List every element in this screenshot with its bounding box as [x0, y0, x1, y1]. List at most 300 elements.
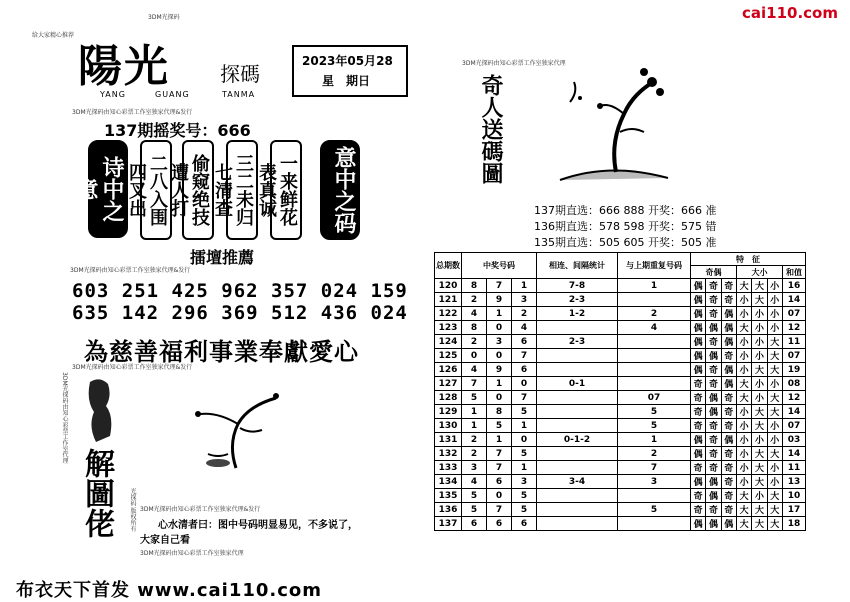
- row-odd-even: 奇: [721, 405, 736, 419]
- row-repeat: [617, 517, 690, 531]
- row-odd-even: 偶: [706, 489, 721, 503]
- row-digit: 5: [511, 405, 536, 419]
- row-big-small: 大: [752, 447, 767, 461]
- row-odd-even: 偶: [721, 363, 736, 377]
- row-big-small: 大: [752, 461, 767, 475]
- row-odd-even: 偶: [721, 307, 736, 321]
- row-odd-even: 奇: [690, 503, 705, 517]
- section-tiny-note: 3DM光探码由知心彩票工作室独家代理&发行: [70, 267, 191, 274]
- row-digit: 6: [511, 335, 536, 349]
- row-digit: 1: [486, 377, 511, 391]
- note-tiny-header: 3DM光探码由知心彩票工作室独家代理&发行: [140, 506, 261, 513]
- row-big-small: 大: [767, 447, 782, 461]
- history-line: 136期直选：578 598 开奖：575 错: [534, 220, 717, 233]
- row-consecutive: [536, 363, 617, 377]
- row-digit: 4: [462, 363, 487, 377]
- row-odd-even: 奇: [721, 489, 736, 503]
- date-box: [292, 45, 408, 97]
- row-repeat: 5: [617, 503, 690, 517]
- row-digit: 5: [462, 391, 487, 405]
- plant-drawing-icon: [540, 62, 680, 186]
- row-big-small: 大: [767, 391, 782, 405]
- row-repeat: 2: [617, 307, 690, 321]
- row-big-small: 小: [767, 475, 782, 489]
- row-period: 124: [435, 335, 462, 349]
- row-digit: 0: [511, 433, 536, 447]
- row-odd-even: 奇: [721, 293, 736, 307]
- row-odd-even: 奇: [706, 433, 721, 447]
- row-period: 132: [435, 447, 462, 461]
- row-odd-even: 偶: [706, 405, 721, 419]
- row-big-small: 小: [752, 307, 767, 321]
- row-digit: 2: [511, 307, 536, 321]
- row-consecutive: 7-8: [536, 279, 617, 293]
- row-big-small: 小: [767, 307, 782, 321]
- table-row: [435, 489, 806, 503]
- right-title: 奇人送碼圖: [478, 74, 504, 184]
- row-odd-even: 偶: [690, 335, 705, 349]
- row-big-small: 大: [752, 517, 767, 531]
- row-sum: 12: [783, 391, 806, 405]
- table-row: [435, 433, 806, 447]
- row-digit: 1: [462, 419, 487, 433]
- row-odd-even: 偶: [690, 279, 705, 293]
- row-digit: 6: [486, 517, 511, 531]
- row-period: 129: [435, 405, 462, 419]
- prize-line: [104, 118, 251, 141]
- row-digit: 1: [486, 307, 511, 321]
- row-big-small: 小: [736, 307, 751, 321]
- row-odd-even: 奇: [706, 279, 721, 293]
- row-big-small: 小: [752, 335, 767, 349]
- results-table: [434, 252, 806, 531]
- row-big-small: 大: [767, 517, 782, 531]
- header-period: 总期数: [435, 253, 462, 279]
- row-repeat: 4: [617, 321, 690, 335]
- row-digit: 5: [511, 447, 536, 461]
- row-period: 134: [435, 475, 462, 489]
- row-digit: 4: [511, 321, 536, 335]
- row-big-small: 大: [736, 321, 751, 335]
- row-odd-even: 奇: [690, 461, 705, 475]
- row-period: 135: [435, 489, 462, 503]
- row-repeat: 07: [617, 391, 690, 405]
- solve-tiny-note: 光探码 版权所有: [129, 488, 136, 532]
- row-repeat: [617, 363, 690, 377]
- row-consecutive: [536, 391, 617, 405]
- row-repeat: 3: [617, 475, 690, 489]
- row-consecutive: [536, 405, 617, 419]
- row-period: 137: [435, 517, 462, 531]
- row-sum: 07: [783, 307, 806, 321]
- row-odd-even: 奇: [706, 447, 721, 461]
- row-digit: 9: [486, 363, 511, 377]
- row-sum: 18: [783, 517, 806, 531]
- row-big-small: 大: [752, 475, 767, 489]
- row-digit: 8: [462, 279, 487, 293]
- row-big-small: 小: [736, 335, 751, 349]
- header-odd-even: 奇偶: [690, 266, 736, 279]
- row-digit: 8: [462, 321, 487, 335]
- row-digit: 7: [486, 461, 511, 475]
- header-big-small: 大小: [736, 266, 782, 279]
- footer-text: 布衣天下首发 www.cai110.com: [16, 580, 323, 601]
- row-odd-even: 偶: [721, 335, 736, 349]
- row-sum: 03: [783, 433, 806, 447]
- row-consecutive: [536, 447, 617, 461]
- row-sum: 14: [783, 447, 806, 461]
- row-odd-even: 偶: [706, 517, 721, 531]
- row-digit: 1: [511, 279, 536, 293]
- row-repeat: 2: [617, 447, 690, 461]
- row-odd-even: 偶: [721, 377, 736, 391]
- row-odd-even: 奇: [721, 349, 736, 363]
- table-row: [435, 447, 806, 461]
- figure-silhouette-icon: [82, 376, 118, 448]
- row-consecutive: [536, 321, 617, 335]
- row-odd-even: 偶: [706, 391, 721, 405]
- right-top-tiny: 3DM光探码由知心彩票工作室独家代理: [462, 60, 566, 67]
- row-big-small: 小: [736, 419, 751, 433]
- row-digit: 1: [511, 419, 536, 433]
- history-list: [534, 202, 716, 250]
- table-row: [435, 461, 806, 475]
- note-line-2: 大家自己看: [140, 535, 190, 546]
- bottom-tiny-note: 3DM光探码由知心彩票工作室独家代理: [140, 550, 244, 557]
- row-sum: 16: [783, 279, 806, 293]
- row-odd-even: 偶: [690, 447, 705, 461]
- header-repeat: 与上期重复号码: [617, 253, 690, 279]
- row-odd-even: 奇: [721, 461, 736, 475]
- row-digit: 5: [462, 489, 487, 503]
- row-odd-even: 奇: [721, 419, 736, 433]
- top-tiny-note: 给大家精心推荐: [32, 32, 75, 39]
- row-sum: 08: [783, 377, 806, 391]
- row-digit: 5: [511, 489, 536, 503]
- row-odd-even: 偶: [690, 307, 705, 321]
- table-row: [435, 321, 806, 335]
- table-row: [435, 475, 806, 489]
- row-sum: 11: [783, 335, 806, 349]
- row-odd-even: 偶: [690, 517, 705, 531]
- row-digit: 3: [511, 475, 536, 489]
- row-odd-even: 奇: [721, 503, 736, 517]
- row-period: 130: [435, 419, 462, 433]
- row-digit: 6: [486, 475, 511, 489]
- row-odd-even: 奇: [706, 503, 721, 517]
- row-big-small: 大: [752, 419, 767, 433]
- row-digit: 2: [462, 433, 487, 447]
- row-big-small: 小: [752, 433, 767, 447]
- row-big-small: 大: [752, 363, 767, 377]
- note-line-1: 心水清者曰：图中号码明显易见，不多说了，: [158, 520, 358, 531]
- table-row: [435, 391, 806, 405]
- solve-title: 解圖佬: [79, 448, 114, 538]
- table-row: [435, 307, 806, 321]
- row-digit: 0: [462, 349, 487, 363]
- table-row: [435, 419, 806, 433]
- row-digit: 2: [462, 335, 487, 349]
- row-digit: 5: [486, 419, 511, 433]
- row-big-small: 小: [736, 363, 751, 377]
- row-big-small: 大: [767, 503, 782, 517]
- row-big-small: 小: [736, 433, 751, 447]
- row-big-small: 小: [767, 279, 782, 293]
- row-period: 126: [435, 363, 462, 377]
- row-digit: 4: [462, 307, 487, 321]
- row-digit: 8: [486, 405, 511, 419]
- row-odd-even: 奇: [721, 447, 736, 461]
- row-big-small: 小: [767, 419, 782, 433]
- row-digit: 6: [511, 517, 536, 531]
- row-digit: 9: [486, 293, 511, 307]
- row-big-small: 小: [736, 405, 751, 419]
- row-digit: 1: [462, 405, 487, 419]
- row-repeat: 1: [617, 279, 690, 293]
- row-big-small: 小: [752, 349, 767, 363]
- row-sum: 10: [783, 489, 806, 503]
- row-digit: 7: [486, 279, 511, 293]
- latin-tanma: TANMA: [222, 90, 256, 99]
- row-odd-even: 奇: [706, 363, 721, 377]
- table-row: [435, 349, 806, 363]
- prize-label: 137期摇奖号：: [104, 121, 218, 140]
- table-row: [435, 335, 806, 349]
- row-odd-even: 偶: [690, 363, 705, 377]
- row-odd-even: 奇: [721, 279, 736, 293]
- row-odd-even: 偶: [721, 321, 736, 335]
- row-consecutive: 0-1: [536, 377, 617, 391]
- row-odd-even: 偶: [706, 475, 721, 489]
- row-odd-even: 偶: [690, 321, 705, 335]
- row-odd-even: 偶: [706, 321, 721, 335]
- row-big-small: 大: [752, 503, 767, 517]
- row-big-small: 小: [736, 475, 751, 489]
- row-odd-even: 偶: [690, 293, 705, 307]
- date-text: 2023年05月28: [302, 54, 393, 68]
- row-odd-even: 奇: [706, 293, 721, 307]
- row-digit: 4: [462, 475, 487, 489]
- row-digit: 1: [486, 433, 511, 447]
- row-big-small: 大: [767, 335, 782, 349]
- table-row: [435, 405, 806, 419]
- row-big-small: 小: [767, 377, 782, 391]
- section-title: 擂壇推薦: [190, 248, 255, 267]
- row-big-small: 大: [767, 405, 782, 419]
- row-digit: 2: [462, 447, 487, 461]
- row-digit: 6: [511, 363, 536, 377]
- row-repeat: [617, 293, 690, 307]
- table-row: [435, 293, 806, 307]
- row-odd-even: 奇: [690, 489, 705, 503]
- poem-line-3: 三二未归七清查: [226, 140, 258, 240]
- row-big-small: 小: [767, 321, 782, 335]
- row-odd-even: 奇: [706, 335, 721, 349]
- row-digit: 7: [511, 349, 536, 363]
- row-consecutive: [536, 461, 617, 475]
- side-tiny-note: 3DM光探码由知心彩票工作室代理: [61, 372, 68, 464]
- top-tiny-right: 3DM光探码: [148, 14, 180, 21]
- row-big-small: 小: [767, 293, 782, 307]
- row-consecutive: [536, 503, 617, 517]
- row-digit: 7: [486, 447, 511, 461]
- row-odd-even: 奇: [706, 307, 721, 321]
- row-period: 131: [435, 433, 462, 447]
- slogan-tiny-note: 3DM光探码由知心彩票工作室独家代理&发行: [72, 364, 193, 371]
- row-consecutive: [536, 489, 617, 503]
- row-consecutive: 2-3: [536, 293, 617, 307]
- row-big-small: 小: [752, 489, 767, 503]
- row-big-small: 小: [736, 447, 751, 461]
- history-line: 137期直选：666 888 开奖：666 准: [534, 204, 717, 217]
- row-sum: 19: [783, 363, 806, 377]
- row-period: 120: [435, 279, 462, 293]
- row-period: 127: [435, 377, 462, 391]
- poem-line-1: 二八入围四叉出: [140, 140, 172, 240]
- poem-line-2: 偷窥绝技遭人打: [182, 140, 214, 240]
- row-odd-even: 奇: [706, 461, 721, 475]
- row-odd-even: 偶: [721, 433, 736, 447]
- row-big-small: 大: [736, 503, 751, 517]
- row-big-small: 小: [767, 433, 782, 447]
- row-period: 123: [435, 321, 462, 335]
- row-consecutive: [536, 517, 617, 531]
- row-digit: 3: [511, 293, 536, 307]
- row-repeat: [617, 489, 690, 503]
- row-digit: 7: [486, 503, 511, 517]
- row-digit: 0: [486, 321, 511, 335]
- row-period: 128: [435, 391, 462, 405]
- row-repeat: 1: [617, 433, 690, 447]
- row-odd-even: 偶: [690, 349, 705, 363]
- row-odd-even: 奇: [721, 475, 736, 489]
- row-repeat: [617, 349, 690, 363]
- header-number: 中奖号码: [462, 253, 537, 279]
- row-big-small: 小: [752, 391, 767, 405]
- row-sum: 17: [783, 503, 806, 517]
- row-big-small: 大: [767, 489, 782, 503]
- row-big-small: 大: [767, 349, 782, 363]
- row-period: 122: [435, 307, 462, 321]
- branch-drawing-icon: [178, 384, 288, 474]
- row-sum: 12: [783, 321, 806, 335]
- row-odd-even: 偶: [690, 433, 705, 447]
- row-consecutive: [536, 419, 617, 433]
- row-odd-even: 奇: [690, 405, 705, 419]
- row-odd-even: 奇: [690, 377, 705, 391]
- row-sum: 11: [783, 461, 806, 475]
- table-row: [435, 377, 806, 391]
- row-odd-even: 奇: [706, 377, 721, 391]
- row-big-small: 大: [767, 363, 782, 377]
- row-odd-even: 偶: [721, 517, 736, 531]
- row-big-small: 小: [752, 377, 767, 391]
- meaning-title: 意中之码: [320, 140, 360, 240]
- row-digit: 1: [511, 461, 536, 475]
- header-features: 特 征: [690, 253, 805, 266]
- row-big-small: 小: [736, 461, 751, 475]
- row-big-small: 小: [736, 293, 751, 307]
- row-odd-even: 奇: [706, 419, 721, 433]
- logo-title: 陽光: [78, 41, 170, 92]
- row-digit: 0: [511, 377, 536, 391]
- row-repeat: [617, 335, 690, 349]
- latin-yang: YANG: [100, 90, 126, 99]
- table-row: [435, 503, 806, 517]
- row-odd-even: 奇: [690, 391, 705, 405]
- slogan: 為慈善福利事業奉獻愛心: [84, 337, 359, 366]
- row-odd-even: 偶: [706, 349, 721, 363]
- header-sum: 和值: [783, 266, 806, 279]
- row-digit: 2: [462, 293, 487, 307]
- row-repeat: 5: [617, 405, 690, 419]
- row-big-small: 大: [736, 489, 751, 503]
- row-period: 121: [435, 293, 462, 307]
- table-row: [435, 517, 806, 531]
- row-big-small: 小: [752, 321, 767, 335]
- row-big-small: 大: [736, 517, 751, 531]
- row-digit: 7: [462, 377, 487, 391]
- row-sum: 07: [783, 419, 806, 433]
- history-line: 135期直选：505 605 开奖：505 准: [534, 236, 717, 249]
- numbers-row-1: 603 251 425 962 357 024 159: [72, 280, 408, 302]
- row-odd-even: 奇: [721, 391, 736, 405]
- row-big-small: 大: [752, 279, 767, 293]
- table-row: [435, 279, 806, 293]
- row-digit: 7: [511, 391, 536, 405]
- row-digit: 3: [486, 335, 511, 349]
- row-sum: 13: [783, 475, 806, 489]
- row-big-small: 小: [736, 349, 751, 363]
- weekday-text: 星 期日: [322, 74, 371, 88]
- table-row: [435, 363, 806, 377]
- header-consecutive: 相连、间隔统计: [536, 253, 617, 279]
- row-digit: 3: [462, 461, 487, 475]
- row-digit: 0: [486, 489, 511, 503]
- row-repeat: [617, 377, 690, 391]
- row-digit: 6: [462, 517, 487, 531]
- row-big-small: 大: [736, 377, 751, 391]
- row-odd-even: 偶: [690, 475, 705, 489]
- row-big-small: 大: [752, 405, 767, 419]
- row-consecutive: 3-4: [536, 475, 617, 489]
- row-consecutive: [536, 349, 617, 363]
- row-consecutive: 2-3: [536, 335, 617, 349]
- row-digit: 5: [462, 503, 487, 517]
- row-sum: 14: [783, 405, 806, 419]
- numbers-row-2: 635 142 296 369 512 436 024: [72, 302, 408, 324]
- row-odd-even: 奇: [690, 419, 705, 433]
- row-digit: 5: [511, 503, 536, 517]
- row-repeat: 5: [617, 419, 690, 433]
- row-period: 136: [435, 503, 462, 517]
- row-consecutive: 1-2: [536, 307, 617, 321]
- poem-line-4: 一来鲜花表真诚: [270, 140, 302, 240]
- row-big-small: 小: [767, 461, 782, 475]
- brand-site[interactable]: cai110.com: [742, 4, 838, 22]
- poem-title: 诗中之意: [88, 140, 128, 238]
- row-digit: 0: [486, 391, 511, 405]
- source-note: 3DM光探码由知心彩票工作室独家代理&发行: [72, 109, 193, 116]
- row-period: 133: [435, 461, 462, 475]
- row-sum: 14: [783, 293, 806, 307]
- row-big-small: 大: [752, 293, 767, 307]
- logo-subtitle: 探碼: [220, 62, 260, 86]
- row-digit: 0: [486, 349, 511, 363]
- row-period: 125: [435, 349, 462, 363]
- row-big-small: 大: [736, 279, 751, 293]
- row-repeat: 7: [617, 461, 690, 475]
